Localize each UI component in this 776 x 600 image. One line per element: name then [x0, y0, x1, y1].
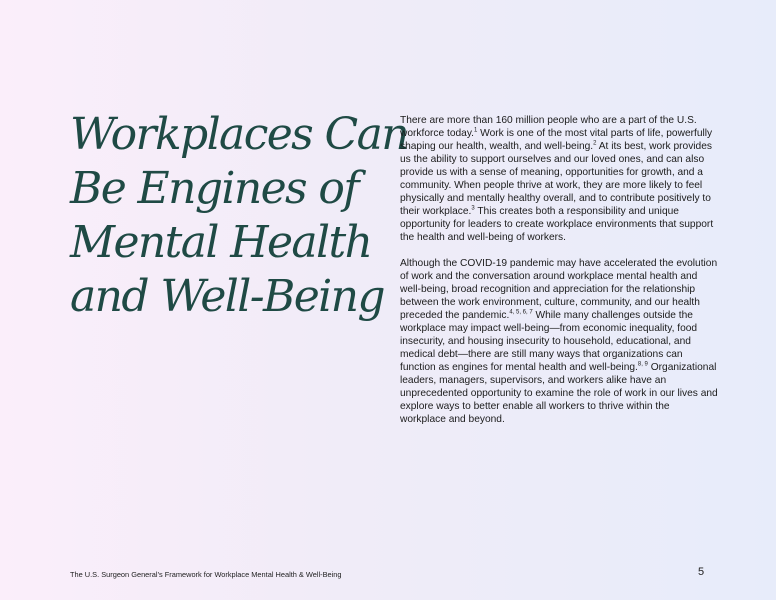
footer-document-title: The U.S. Surgeon General’s Framework for Workplace Mental Health & Well-Being — [70, 570, 342, 579]
paragraph-text: Organizational leaders, managers, supervisors, and workers alike have an unprecedented opportunity to examine the role of work in our lives and explore ways to better enable all workers to thrive within the workplace and beyond. — [400, 362, 718, 425]
body-paragraph-1 — [400, 114, 718, 244]
footnote-ref: 8, 9 — [637, 361, 648, 368]
page-title — [70, 108, 408, 324]
page-number: 5 — [698, 566, 705, 578]
body-text-column — [400, 114, 718, 439]
paragraph-text: Work is one of the most vital parts of life, powerfully shaping our health, wealth, and well-being. — [400, 128, 713, 152]
footnote-ref: 3 — [471, 205, 475, 212]
title-line-3: Mental Health — [70, 217, 372, 268]
title-line-1: Workplaces Can — [70, 109, 408, 160]
footnote-ref: 1 — [473, 127, 478, 134]
title-line-2: Be Engines of — [70, 163, 358, 214]
paragraph-text: At its best, work provides us the ability to support ourselves and our loved ones, and can also provide us with a sense of meaning, opportunities for growth, and a community. When people thrive at work, they are more likely to feel physically and mentally healthy overall, and to contribute positively to their workplace. — [400, 141, 712, 217]
footnote-ref: 2 — [593, 140, 597, 147]
paragraph-text: There are more than 160 million people who are a part of the U.S. workforce today. — [400, 115, 697, 139]
paragraph-text: Although the COVID-19 pandemic may have accelerated the evolution of work and the conversation around workplace mental health and well-being, broad recognition and appreciation for the relationship between the work environment, culture, community, and our health preceded the pandemic. — [400, 258, 718, 321]
paragraph-text: This creates both a responsibility and unique opportunity for leaders to create workplace environments that support the health and well-being of workers. — [400, 206, 714, 243]
paragraph-text: While many challenges outside the workplace may impact well-being—from economic inequality, food insecurity, and housing insecurity to household, educational, and medical debt—there are still many ways that organizations can function as engines for mental health and well-being. — [400, 310, 698, 373]
title-line-4: and Well-Being — [70, 271, 384, 322]
body-paragraph-2 — [400, 257, 718, 426]
footnote-ref: 4, 5, 6, 7 — [509, 309, 533, 316]
